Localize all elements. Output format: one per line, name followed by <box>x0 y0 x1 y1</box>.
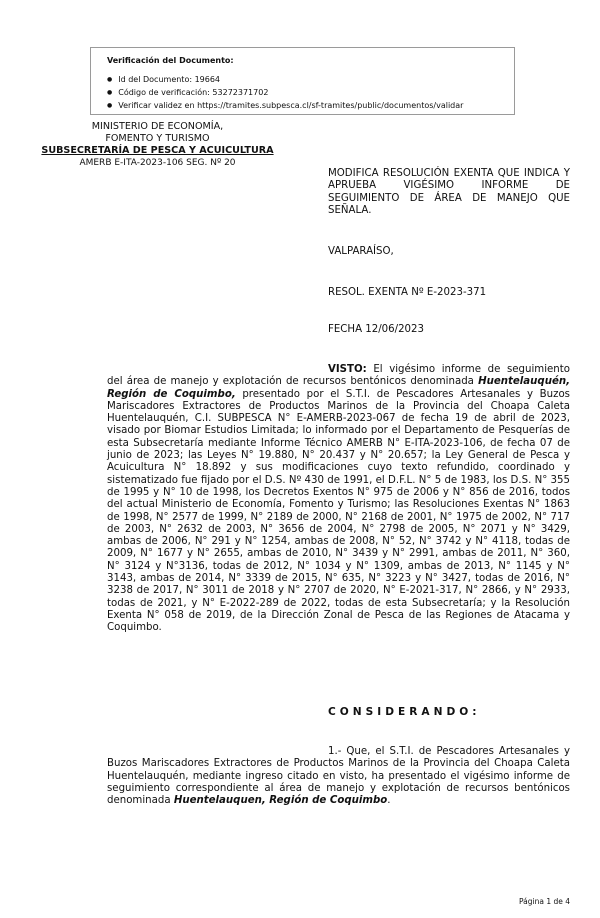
considerando-1-text-2: . <box>387 795 391 807</box>
document-reference: AMERB E-ITA-2023-106 SEG. Nº 20 <box>79 158 236 168</box>
verify-link[interactable]: ● Verificar validez en https://tramites.subpesca.cl/sf-tramites/public/documentos/validar <box>107 100 463 113</box>
ministry-line1: MINISTERIO DE ECONOMÍA, <box>91 121 224 132</box>
visto-text-2: presentado por el S.T.I. de Pescadores Artesanales y Buzos Mariscadores Extractores de Productos Marinos de la Provincia del Choapa Caleta Huentelauquén, C.I. SUBPESCA N° E-AMERB-2023-067 de fecha 19 de abril de 2023, visado por Biomar Estudios Limitada; lo informado por el Departamento de Pesquerías de esta Subsecretaría mediante Informe Técnico AMERB N° E-ITA-2023-106, de fecha 07 de junio de 2023; las Leyes N° 19.880, N° 20.437 y N° 20.657; la Ley General de Pesca y Acuicultura N° 18.892 y sus modificaciones cuyo texto refundido, coordinado y sistematizado fue fijado por el D.S. Nº 430 de 1991, el D.F.L. N° 5 de 1983, los D.S. N° 355 de 1995 y N° 10 de 1998, los Decretos Exentos N° 975 de 2006 y N° 856 de 2016, todos del actual Ministerio de Economía, Fomento y Turismo; las Resoluciones Exentas N° 1863 de 1998, N° 2577 de 1999, N° 2189 de 2000, N° 2168 de 2001, N° 1975 de 2002, N° 717 de 2003, N° 2632 de 2003, N° 3656 de 2004, N° 2798 de 2005, N° 2071 y N° 3429, ambas de 2006, N° 291 y N° 1254, ambas de 2008, N° 52, N° 3742 y N° 4118, todas de 2009, N° 1677 y N° 2655, ambas de 2010, N° 3439 y N° 2991, ambas de 2011, N° 360, N° 3124 y N°3136, todas de 2012, N° 1034 y N° 1309, ambas de 2013, N° 1145 y N° 3143, ambas de 2014, N° 3339 de 2015, N° 635, N° 3223 y N° 3427, todas de 2016, N° 3238 de 2017, N° 3011 de 2018 y N° 2707 de 2020, N° E-2021-317, N° 2866, y N° 2933, todas de 2021, y N° E-2022-289 de 2022, todas de esta Subsecretaría; y la Resolución Exenta N° 058 de 2019, de la Dirección Zonal de Pesca de las Regiones de Atacama y Coquimbo. <box>107 388 570 634</box>
considerando-1-text-1: 1.- Que, el S.T.I. de Pescadores Artesanales y Buzos Mariscadores Extractores de Productos Marinos de la Provincia del Choapa Caleta Huentelauquén, mediante ingreso citado en visto, ha presentado el vigésimo informe de seguimiento correspondiente al área de manejo y explotación de recursos bentónicos denominada <box>107 746 570 807</box>
resolution-subject: MODIFICA RESOLUCIÓN EXENTA QUE INDICA Y APRUEBA VIGÉSIMO INFORME DE SEGUIMIENTO DE ÁREA DE MANEJO QUE SEÑALA. <box>328 168 570 217</box>
visto-area-name: Huentelauquén, Región de Coquimbo, <box>107 376 570 400</box>
verification-list <box>107 74 463 113</box>
visto-paragraph <box>107 364 570 635</box>
resolution-date: FECHA 12/06/2023 <box>328 324 424 335</box>
considerando-heading: CONSIDERANDO: <box>328 706 481 718</box>
ministry-line2: FOMENTO Y TURISMO <box>105 133 210 144</box>
place: VALPARAÍSO, <box>328 246 394 257</box>
ministry-header <box>30 121 285 169</box>
subsecretaria-name: SUBSECRETARÍA DE PESCA Y ACUICULTURA <box>41 145 274 156</box>
verification-box <box>90 47 515 115</box>
visto-text-1: El vigésimo informe de seguimiento del área de manejo y explotación de recursos bentónicos denominada <box>107 364 570 388</box>
verification-title: Verificación del Documento: <box>107 56 234 65</box>
considerando-1-paragraph <box>107 746 570 807</box>
considerando-1-area-name: Huentelauquen, Región de Coquimbo <box>173 795 388 807</box>
verification-code: ● Código de verificación: 53272371702 <box>107 87 463 100</box>
resolution-number: RESOL. EXENTA Nº E-2023-371 <box>328 287 487 298</box>
visto-label: VISTO: <box>328 364 367 375</box>
document-id: ● Id del Documento: 19664 <box>107 74 463 87</box>
page-number: Página 1 de 4 <box>518 897 570 906</box>
